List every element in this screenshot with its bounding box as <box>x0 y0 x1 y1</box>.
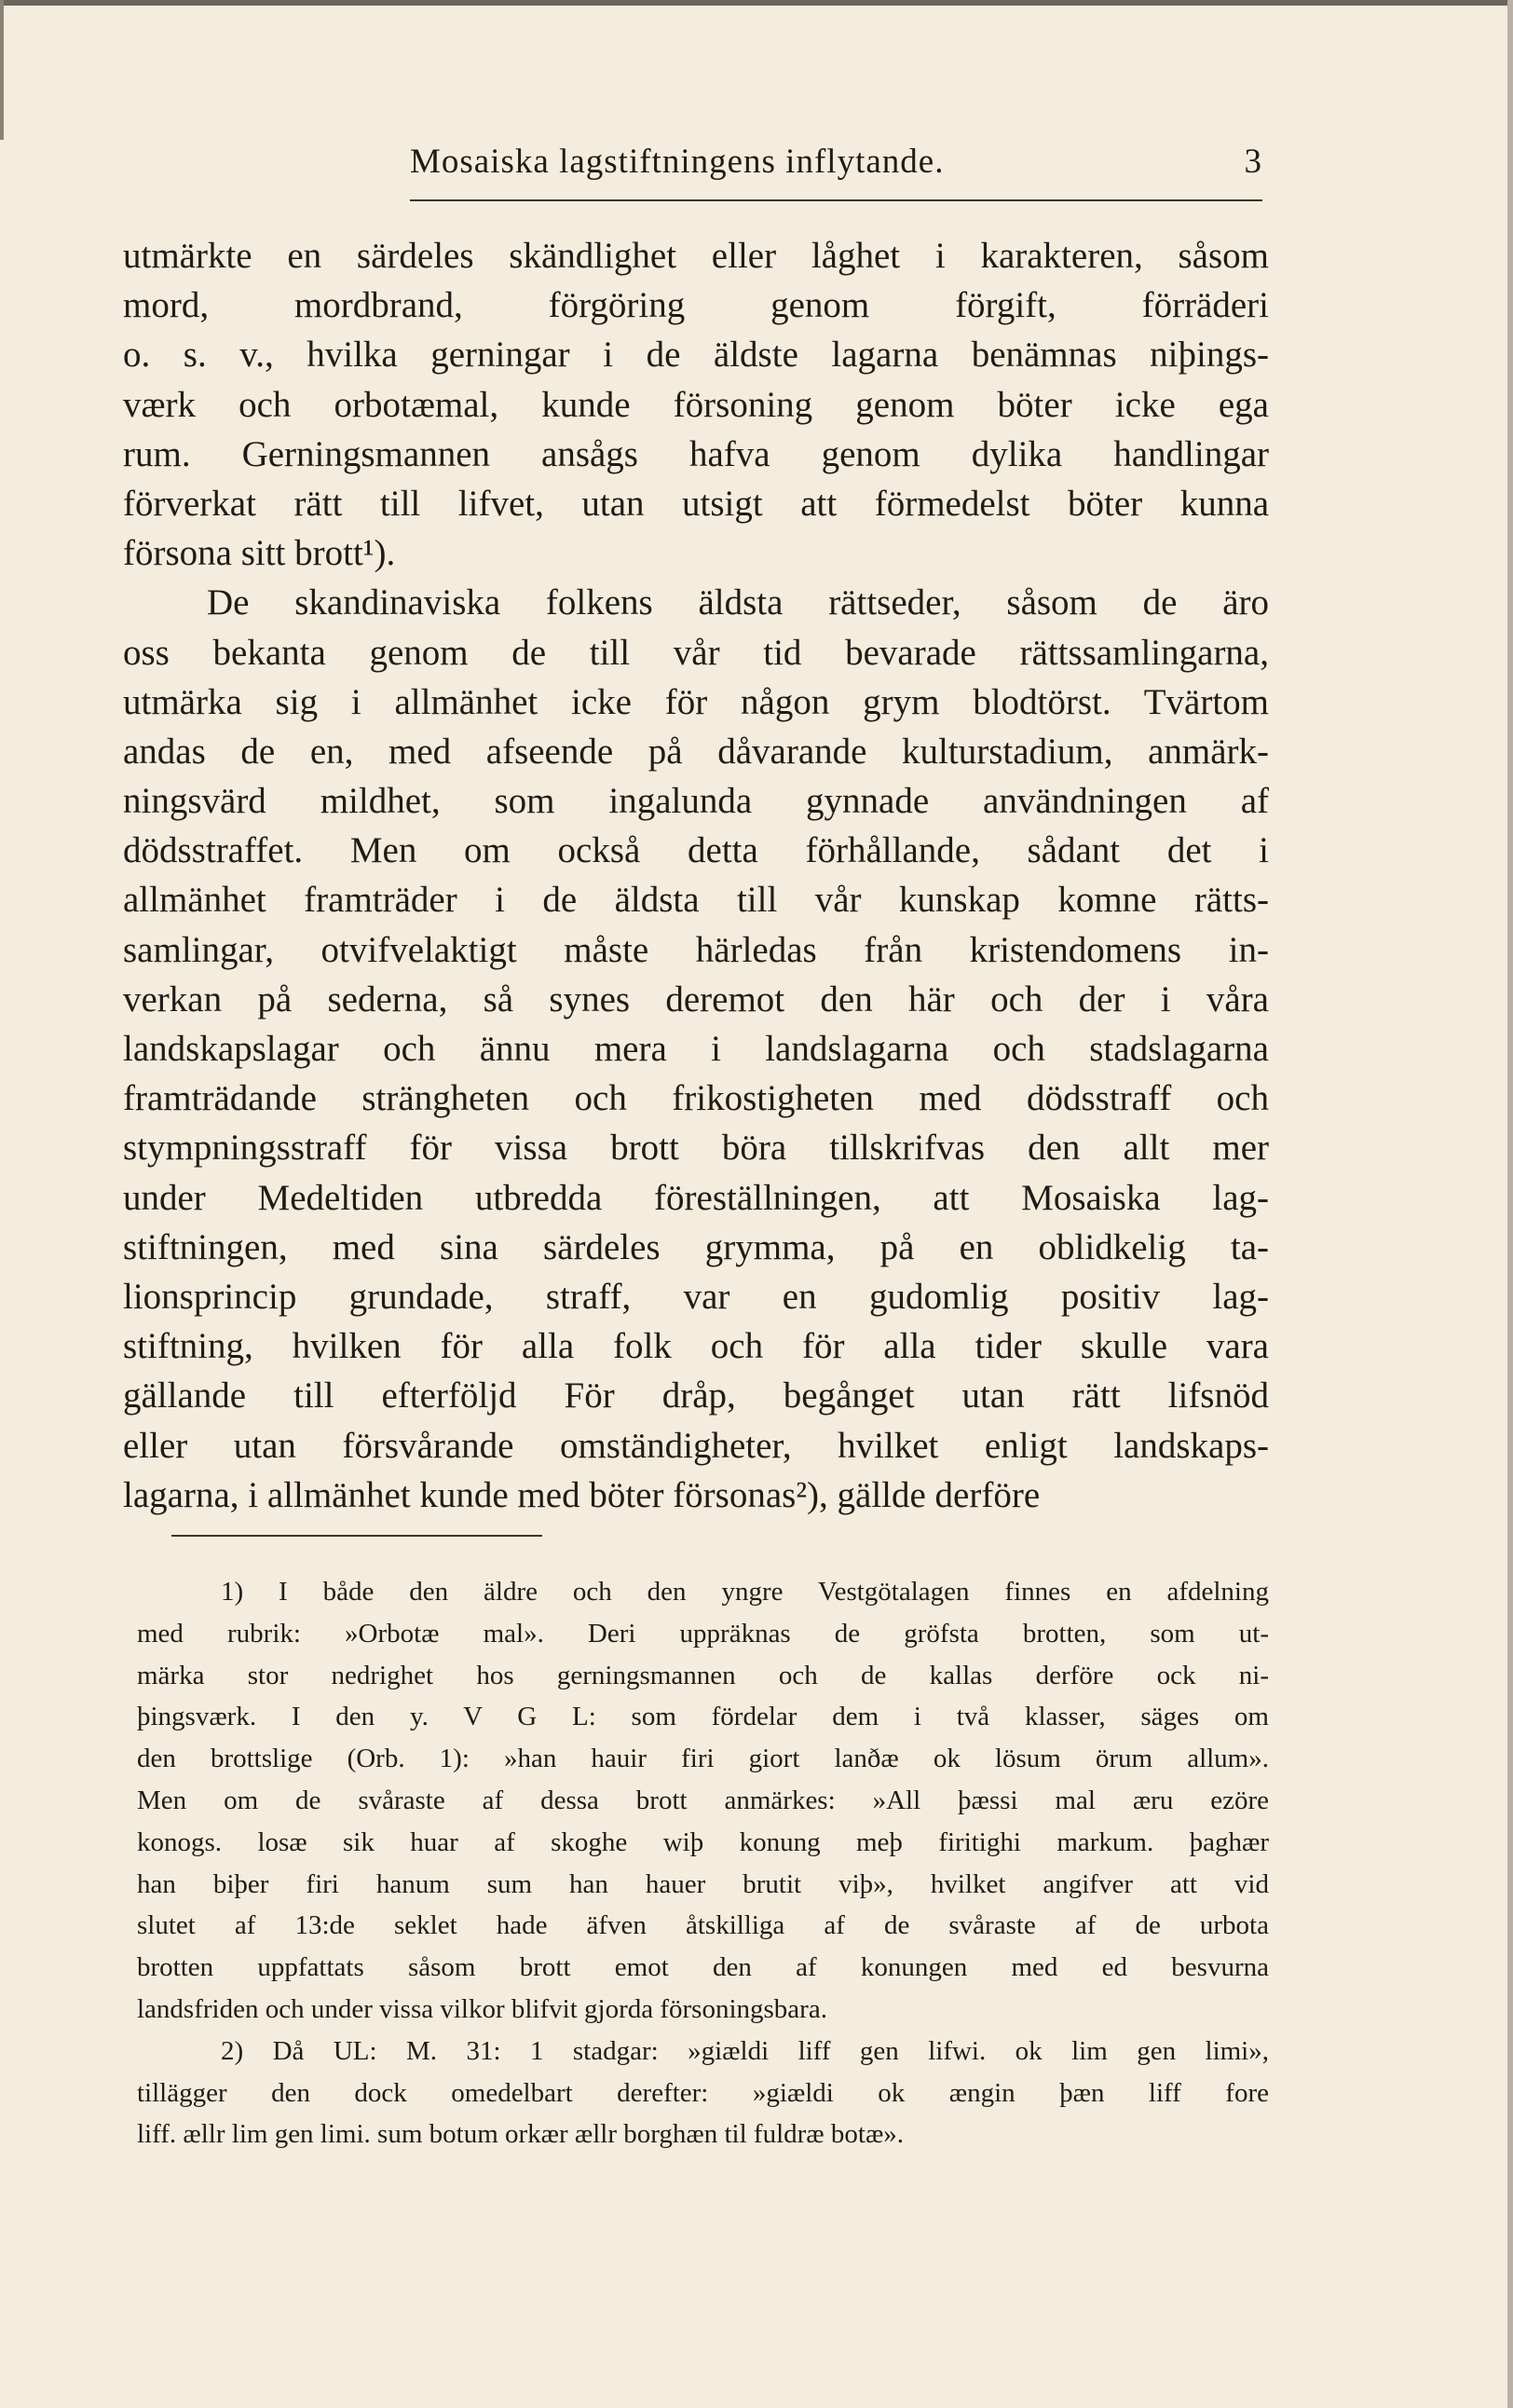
footnote-rule <box>171 1535 542 1537</box>
body-text <box>123 231 1269 1520</box>
body-line: lagarna, i allmänhet kunde med böter försonas²), gällde derföre <box>123 1474 1041 1515</box>
body-line: förverkat rätt till lifvet, utan utsigt att förmedelst böter kunna <box>123 483 1269 524</box>
body-line: mord, mordbrand, förgöring genom förgift, förräderi <box>123 285 1269 326</box>
footnote-line: den brottslige (Orb. 1): »han hauir firi giort lanðæ ok lösum örum allum». <box>137 1744 1269 1774</box>
body-line: stiftning, hvilken för alla folk och för alla tider skulle vara <box>123 1326 1269 1367</box>
footnote-line: 1) I både den äldre och den yngre Vestgötalagen finnes en afdelning <box>221 1577 1269 1607</box>
footnotes <box>137 1571 1269 2155</box>
running-header <box>410 142 1262 190</box>
body-line: værk och orbotæmal, kunde försoning genom böter icke ega <box>123 384 1269 425</box>
body-line: stiftningen, med sina särdeles grymma, på en oblidkelig ta- <box>123 1226 1269 1267</box>
header-rule <box>410 199 1262 201</box>
footnote-line: þingsværk. I den y. V G L: som fördelar dem i två klasser, säges om <box>137 1702 1269 1732</box>
body-line: ningsvärd mildhet, som ingalunda gynnade användningen af <box>123 781 1269 822</box>
running-title: Mosaiska lagstiftningens inflytande. <box>410 143 945 181</box>
body-line: verkan på sederna, så synes deremot den här och der i våra <box>123 978 1269 1019</box>
footnote-line: konogs. losæ sik huar af skoghe wiþ konung meþ firitighi markum. þaghær <box>137 1827 1269 1857</box>
body-line: samlingar, otvifvelaktigt måste härledas från kristendomens in- <box>123 929 1269 970</box>
body-line: allmänhet framträder i de äldsta till vår kunskap komne rätts- <box>123 880 1269 921</box>
scan-edge-left <box>0 0 4 140</box>
footnote-line: Men om de svåraste af dessa brott anmärkes: »All þæssi mal æru ezöre <box>137 1785 1269 1815</box>
body-line: andas de en, med afseende på dåvarande kulturstadium, anmärk- <box>123 731 1269 772</box>
body-line: De skandinaviska folkens äldsta rättseder, såsom de äro <box>207 582 1269 623</box>
body-line: stympningsstraff för vissa brott böra tillskrifvas den allt mer <box>123 1128 1269 1169</box>
scan-edge-top <box>0 0 1513 6</box>
body-line: utmärkte en särdeles skändlighet eller låghet i karakteren, såsom <box>123 236 1269 276</box>
footnote-line: märka stor nedrighet hos gerningsmannen och de kallas derföre ock ni- <box>137 1660 1269 1690</box>
footnote-line: slutet af 13:de seklet hade äfven åtskilliga af de svåraste af de urbota <box>137 1910 1269 1941</box>
body-line: eller utan försvårande omständigheter, hvilket enligt landskaps- <box>123 1425 1269 1466</box>
footnote-line: landsfriden och under vissa vilkor blifvit gjorda försoningsbara. <box>137 1993 827 2024</box>
body-line: framträdande strängheten och frikostigheten med dödsstraff och <box>123 1078 1269 1119</box>
body-line: oss bekanta genom de till vår tid bevarade rättssamlingarna, <box>123 632 1269 673</box>
body-line: landskapslagar och ännu mera i landslagarna och stadslagarna <box>123 1029 1269 1069</box>
footnote-line: 2) Då UL: M. 31: 1 stadgar: »giældi liff gen lifwi. ok lim gen limi», <box>221 2035 1269 2066</box>
body-line: rum. Gerningsmannen ansågs hafva genom dylika handlingar <box>123 433 1269 474</box>
body-line: o. s. v., hvilka gerningar i de äldste lagarna benämnas niþings- <box>123 335 1269 376</box>
body-line: lionsprincip grundade, straff, var en gudomlig positiv lag- <box>123 1276 1269 1317</box>
body-line: dödsstraffet. Men om också detta förhållande, sådant det i <box>123 830 1269 871</box>
body-line: försona sitt brott¹). <box>123 533 396 574</box>
page-number: 3 <box>1244 143 1262 181</box>
body-line: gällande till efterföljd För dråp, begånget utan rätt lifsnöd <box>123 1375 1269 1416</box>
footnote-line: med rubrik: »Orbotæ mal». Deri uppräknas de gröfsta brotten, som ut- <box>137 1618 1269 1649</box>
footnote-line: brotten uppfattats såsom brott emot den af konungen med ed besvurna <box>137 1952 1269 1983</box>
footnote-line: liff. ællr lim gen limi. sum botum orkær ællr borghæn til fuldræ botæ». <box>137 2119 905 2150</box>
scan-edge-right <box>1507 0 1513 2408</box>
body-line: utmärka sig i allmänhet icke för någon grym blodtörst. Tvärtom <box>123 681 1269 722</box>
footnote-line: han biþer firi hanum sum han hauer brutit viþ», hvilket angifver att vid <box>137 1868 1269 1899</box>
footnote-line: tillägger den dock omedelbart derefter: »giældi ok ængin þæn liff fore <box>137 2077 1269 2108</box>
body-line: under Medeltiden utbredda föreställningen, att Mosaiska lag- <box>123 1177 1269 1218</box>
